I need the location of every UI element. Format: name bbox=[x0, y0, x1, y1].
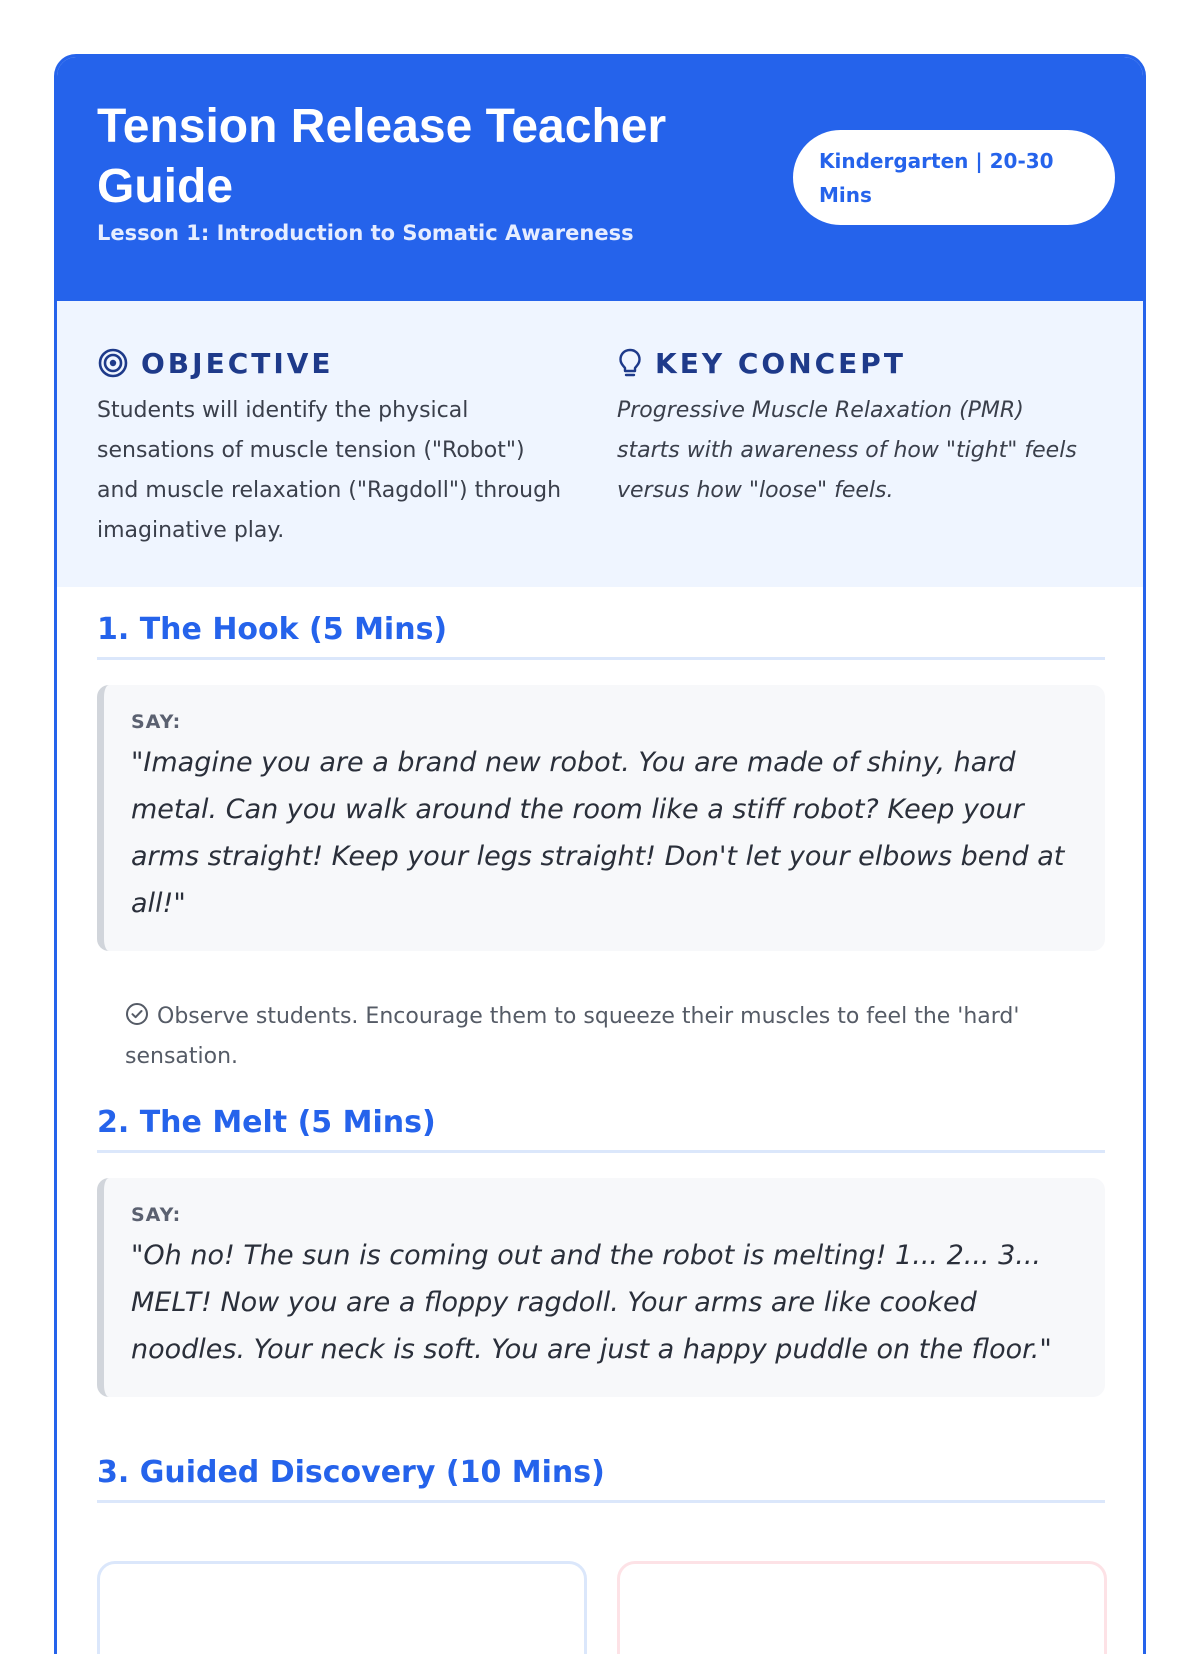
objective-block bbox=[97, 343, 567, 551]
say-label: SAY: bbox=[131, 711, 182, 733]
lightbulb-icon bbox=[617, 347, 643, 379]
check-circle-icon bbox=[125, 1002, 149, 1026]
lesson-info-panel bbox=[57, 301, 1143, 587]
say-quote: "Oh no! The sun is coming out and the robot is melting! 1... 2... 3... MELT! Now you are a floppy ragdoll. Your arms are like cooked noodles. Your neck is soft. You are just a happy puddle on the floor." bbox=[131, 1240, 1052, 1365]
observe-note-text: Observe students. Encourage them to squeeze their muscles to feel the 'hard' sensation. bbox=[125, 1004, 1020, 1069]
say-label: SAY: bbox=[131, 1204, 182, 1226]
key-concept-heading bbox=[617, 343, 1087, 383]
section-title-hook: 1. The Hook (5 Mins) bbox=[97, 612, 1105, 660]
section-title-melt: 2. The Melt (5 Mins) bbox=[97, 1105, 1105, 1153]
key-concept-title: KEY CONCEPT bbox=[655, 346, 906, 380]
observe-note bbox=[125, 997, 1125, 1077]
say-box-melt bbox=[97, 1178, 1105, 1397]
objective-text: Students will identify the physical sensations of muscle tension ("Robot") and muscle relaxation ("Ragdoll") through imaginative play. bbox=[97, 398, 562, 543]
say-box-hook bbox=[97, 685, 1105, 951]
grade-duration-badge: Kindergarten | 20-30 Mins bbox=[793, 130, 1115, 225]
page-title: Tension Release Teacher Guide bbox=[97, 100, 667, 213]
guide-header bbox=[57, 57, 1143, 301]
robot-card bbox=[97, 1561, 587, 1654]
objective-heading bbox=[97, 343, 567, 383]
lesson-subtitle: Lesson 1: Introduction to Somatic Awareness bbox=[97, 221, 634, 245]
ragdoll-card bbox=[617, 1561, 1107, 1654]
objective-title: OBJECTIVE bbox=[141, 346, 334, 380]
teacher-guide-card bbox=[54, 54, 1146, 1654]
target-icon bbox=[97, 347, 129, 379]
section-title-guided-discovery: 3. Guided Discovery (10 Mins) bbox=[97, 1455, 1105, 1503]
key-concept-block bbox=[617, 343, 1087, 511]
say-quote: "Imagine you are a brand new robot. You are made of shiny, hard metal. Can you walk around the room like a stiff robot? Keep your arms straight! Keep your legs straight! Don't let your elbows bend at all!" bbox=[131, 747, 1065, 919]
key-concept-text: Progressive Muscle Relaxation (PMR) starts with awareness of how "tight" feels versus how "loose" feels. bbox=[617, 398, 1077, 503]
